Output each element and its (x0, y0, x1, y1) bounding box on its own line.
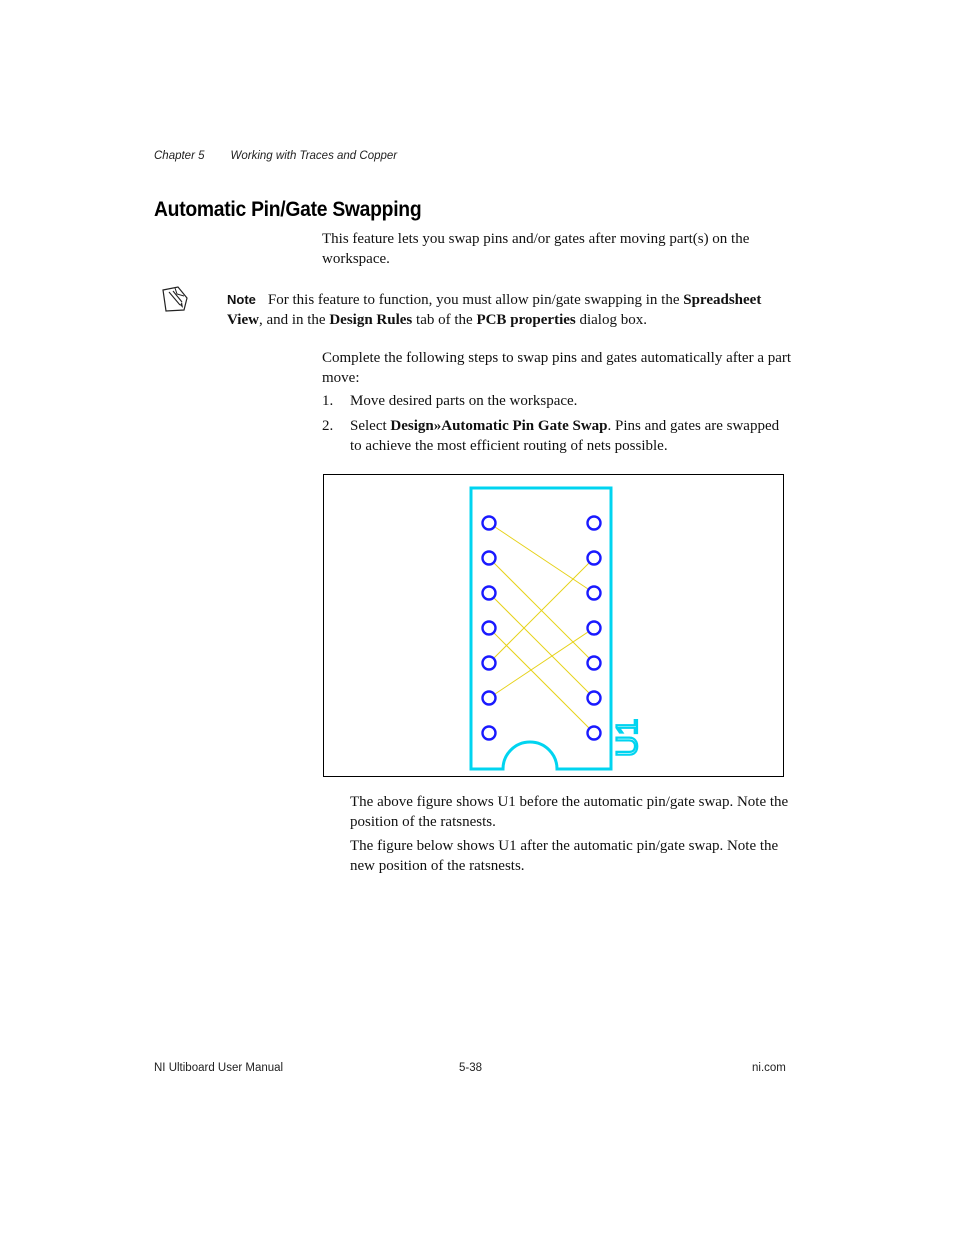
note-bold-spreadsheet: Spreadsheet View (227, 292, 762, 328)
step-item (322, 417, 792, 456)
chapter-title: Working with Traces and Copper (230, 150, 398, 162)
footer-page-number: 5-38 (459, 1062, 483, 1074)
component-label: U1 (611, 718, 644, 757)
intro-paragraph: This feature lets you swap pins and/or gates after moving part(s) on the workspace. (322, 231, 750, 267)
steps-intro: Complete the following steps to swap pins and gates automatically after a part move: (322, 350, 792, 386)
note-text: tab of the (412, 311, 477, 328)
caption-after: The figure below shows U1 after the automatic pin/gate swap. Note the new position of the ratsnests. (350, 838, 779, 874)
ratsnest-line (489, 628, 594, 733)
right-pad (588, 552, 601, 565)
left-pad (483, 692, 496, 705)
menu-path: Design»Automatic Pin Gate Swap (390, 418, 608, 434)
step-number: 2. (322, 418, 334, 434)
ratsnest-line (489, 523, 594, 593)
step-number: 1. (322, 393, 334, 409)
note-bold-design-rules: Design Rules (329, 311, 413, 328)
left-pad (483, 587, 496, 600)
note-text: For this feature to function, you must allow pin/gate swapping in the (267, 292, 684, 308)
note-text: dialog box. (575, 311, 647, 328)
chapter-number: Chapter 5 (154, 150, 205, 162)
step-item (322, 392, 792, 412)
ratsnest-line (489, 593, 594, 698)
left-pad (483, 657, 496, 670)
caption-before: The above figure shows U1 before the automatic pin/gate swap. Note the position of the ratsnests. (350, 794, 789, 830)
section-title: Automatic Pin/Gate Swapping (154, 198, 422, 221)
note-bold-pcb-properties: PCB properties (476, 311, 576, 328)
left-pad (483, 622, 496, 635)
right-pad (588, 727, 601, 740)
footer-website: ni.com (752, 1062, 786, 1074)
step-text: Select Design»Automatic Pin Gate Swap. Pins and gates are swapped to achieve the most efficient routing of nets possible. (350, 418, 780, 454)
ratsnest-line (489, 628, 594, 698)
note-label: Note (227, 292, 256, 307)
page-header (154, 150, 397, 162)
left-pad (483, 552, 496, 565)
right-pad (588, 657, 601, 670)
ratsnest-lines (489, 523, 594, 733)
note-text: , and in the (258, 311, 330, 328)
note-block (227, 290, 767, 330)
note-icon (160, 284, 190, 314)
left-pad (483, 517, 496, 530)
right-pad (588, 692, 601, 705)
right-pad (588, 517, 601, 530)
right-pad (588, 587, 601, 600)
pcb-component-drawing (324, 475, 783, 776)
left-pad (483, 727, 496, 740)
footer-manual-title: NI Ultiboard User Manual (154, 1062, 284, 1074)
pcb-figure (323, 474, 784, 777)
pads (483, 517, 601, 740)
right-pad (588, 622, 601, 635)
step-text: Move desired parts on the workspace. (350, 393, 578, 409)
